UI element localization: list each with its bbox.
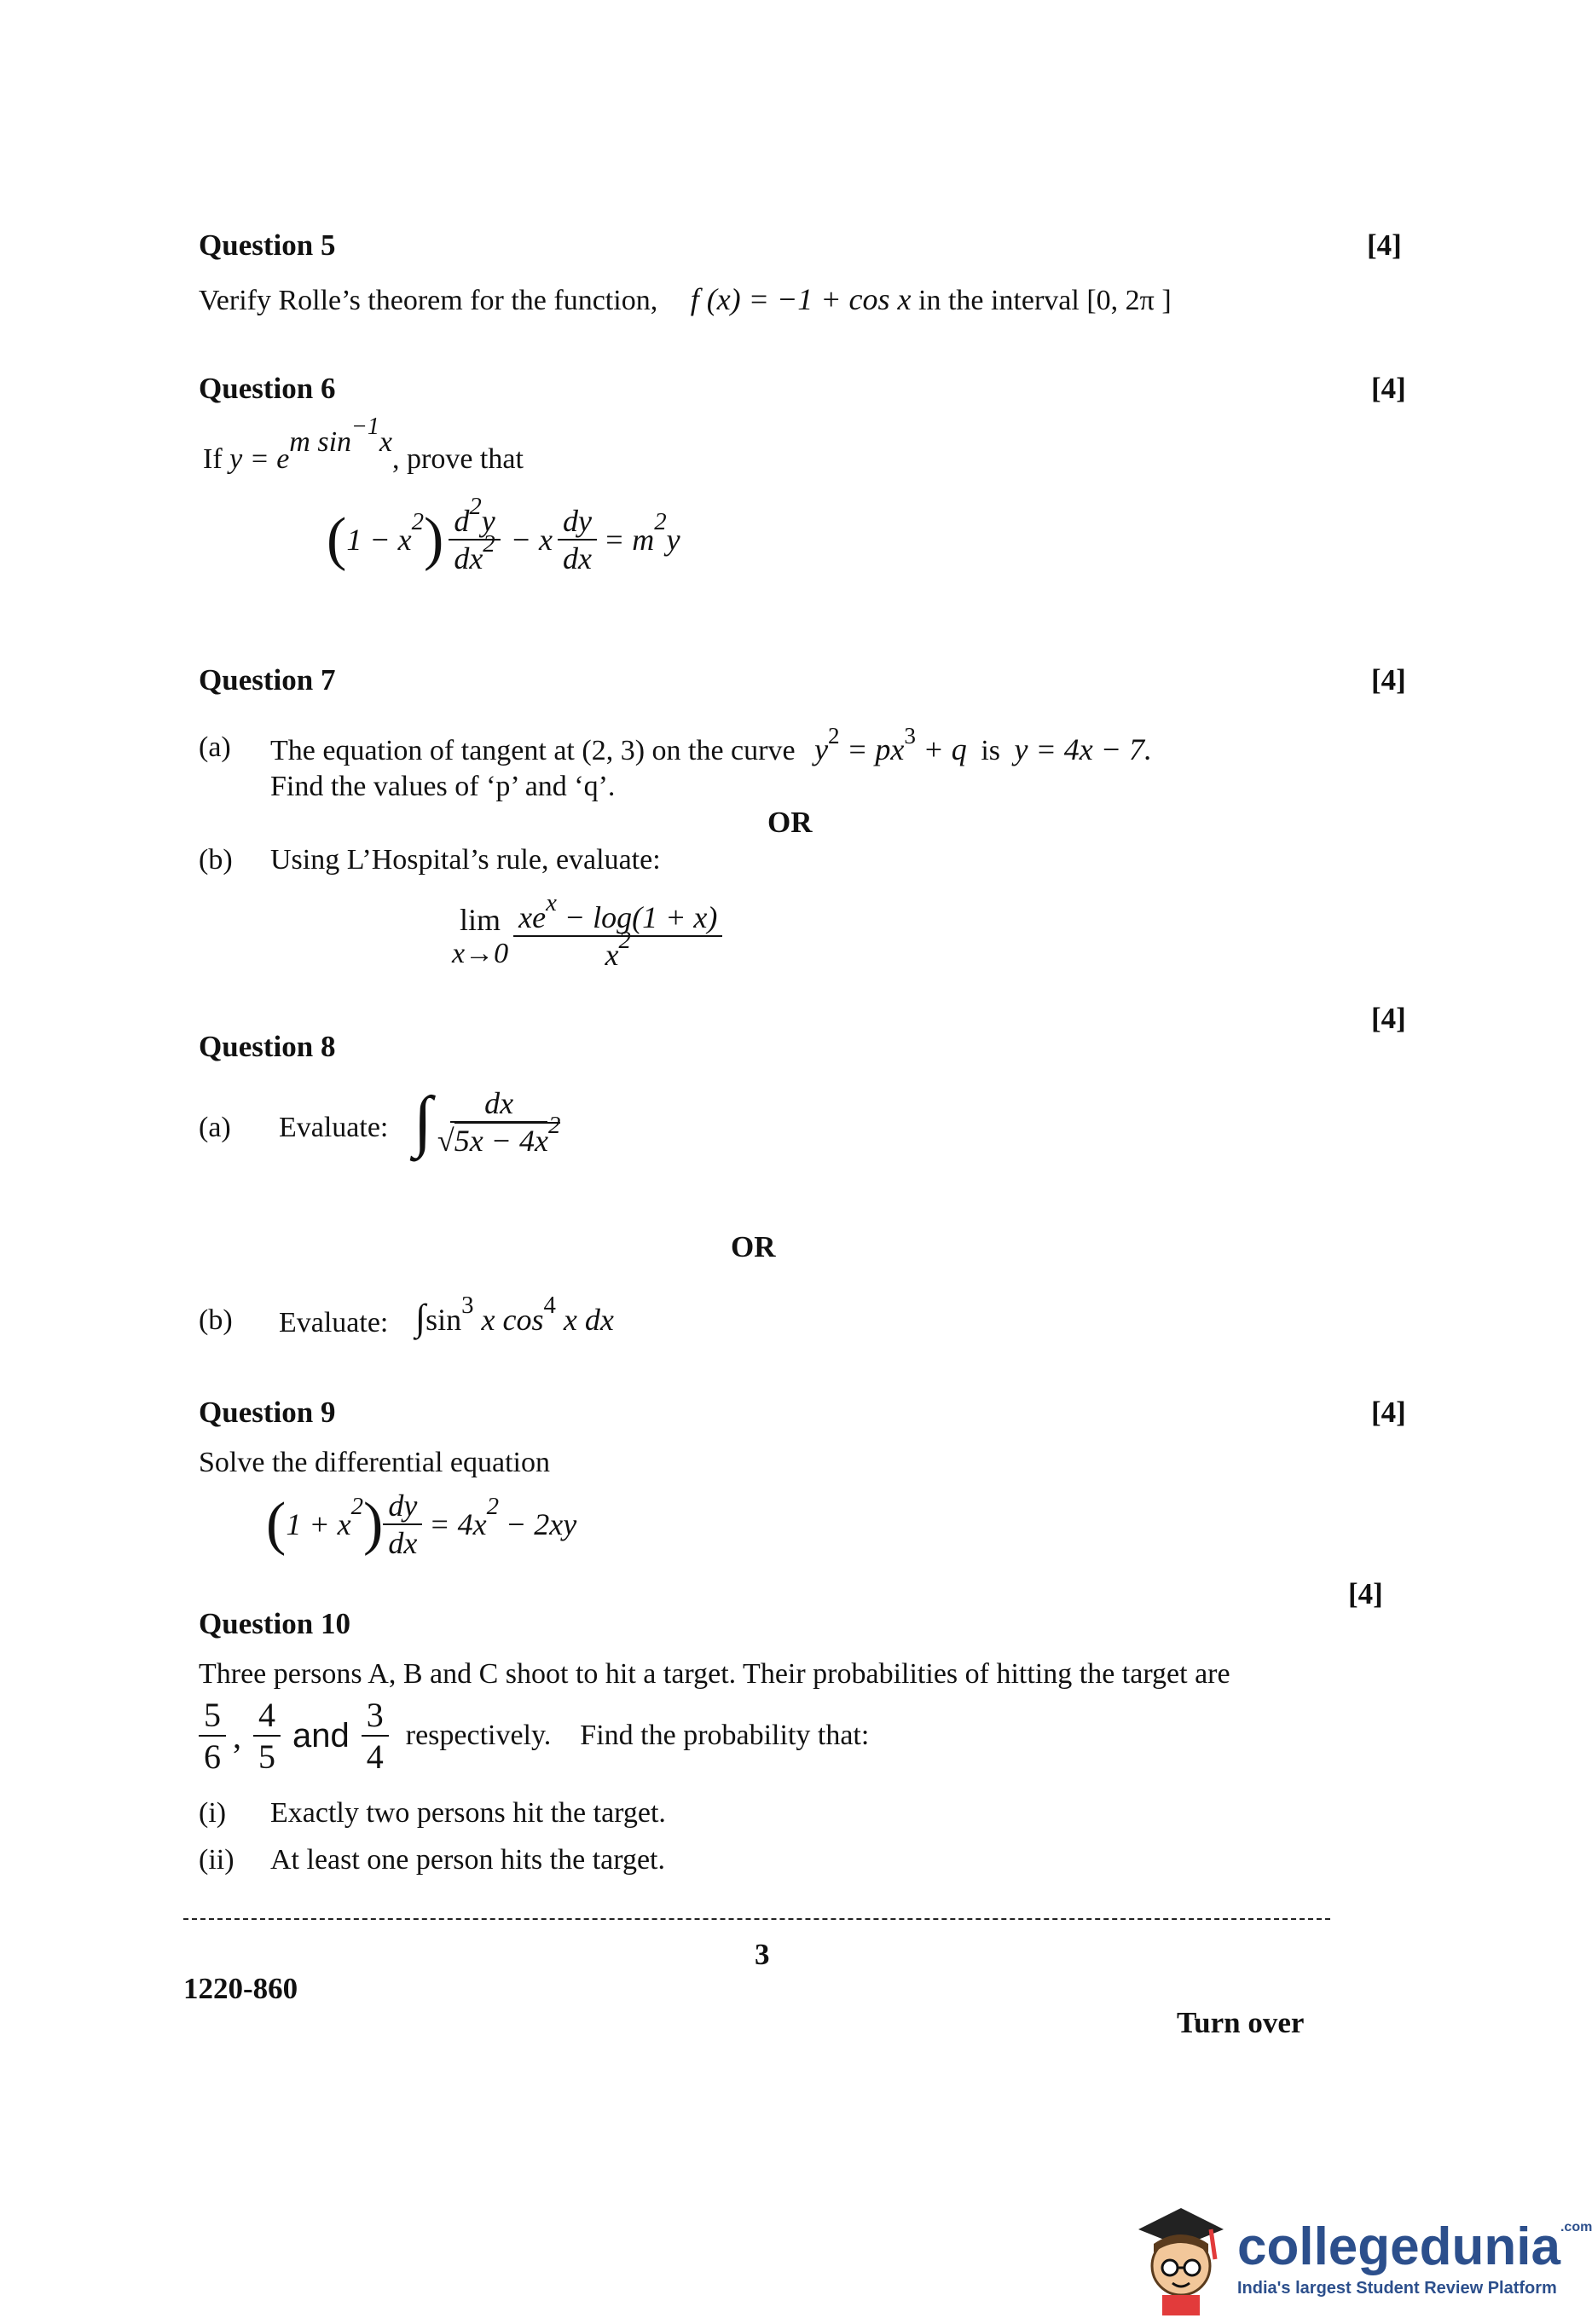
question-6-dy: dy <box>558 503 597 541</box>
question-8b-integral <box>415 1291 614 1339</box>
question-6-second-derivative <box>449 492 500 576</box>
question-9-lhs-sup: 2 <box>350 1493 363 1521</box>
question-10-probabilities: $\frac{5}{6}$ , $\frac{4}{5}$ and $\frac{3}{4}$ respectively. Find the probability that: <box>199 1695 869 1777</box>
question-10-respectively: respectively. Find the probability that: <box>405 1720 870 1751</box>
fraction-2-num: 4 <box>253 1695 281 1737</box>
question-8b-label: (b) <box>199 1304 233 1336</box>
question-6-rhs-sup: 2 <box>654 508 667 536</box>
question-9-rhs-end: − 2xy <box>505 1507 577 1541</box>
question-5-marks: [4] <box>1367 228 1402 262</box>
fraction-3-den: 4 <box>366 1737 384 1776</box>
fraction-2-den: 5 <box>258 1737 275 1776</box>
fraction-1-num: 5 <box>199 1695 226 1737</box>
turn-over: Turn over <box>1177 2006 1305 2039</box>
fraction-1 <box>199 1695 226 1777</box>
question-6-lhs-sup: 2 <box>411 508 424 536</box>
question-7a-line: y = 4x − 7. <box>1014 732 1153 766</box>
question-8a-den: 5x − 4x <box>454 1123 548 1158</box>
question-6-rhs-y: y <box>666 523 680 557</box>
integral-sign-icon: ∫ <box>414 1084 432 1159</box>
question-7a-text: The equation of tangent at (2, 3) on the curve <box>270 735 796 766</box>
question-9-equation: ( 1 + x 2 ) $\frac{dy}{dx}$ = 4x 2 − 2xy <box>266 1489 577 1560</box>
question-6-marks: [4] <box>1371 372 1406 405</box>
question-8b-expr1: sin <box>425 1303 462 1337</box>
question-9-title: Question 9 <box>199 1396 336 1429</box>
question-6-dx2: dx <box>454 541 483 575</box>
question-6-d2-sup: 2 <box>469 492 482 520</box>
question-8b-text: Evaluate: <box>279 1307 389 1338</box>
question-8b-expr3: x dx <box>563 1303 614 1337</box>
paper-code: 1220-860 <box>183 1972 298 2005</box>
fraction-3 <box>362 1695 389 1777</box>
question-7-marks: [4] <box>1371 663 1406 697</box>
question-6-y-eq: y = e <box>229 443 290 475</box>
question-6-rhs: = m <box>603 523 655 557</box>
page-number: 3 <box>755 1938 770 1971</box>
question-6-exponent: m sin <box>289 425 352 458</box>
question-7b-den-sup: 2 <box>618 926 631 954</box>
question-8b-sup1: 3 <box>461 1291 474 1319</box>
question-6-exponent-x: x <box>379 425 393 458</box>
question-5-interval: in the interval [0, 2π ] <box>918 285 1172 316</box>
question-9-text: Solve the differential equation <box>199 1447 550 1478</box>
question-6-first-derivative <box>558 503 597 576</box>
fraction-3-num: 3 <box>362 1695 389 1737</box>
question-7b-fraction <box>513 888 722 973</box>
question-9-marks: [4] <box>1371 1396 1406 1429</box>
question-7b-num-end: − log(1 + x) <box>564 900 718 934</box>
question-5-function: f (x) = −1 + cos x <box>690 282 912 316</box>
logo-tagline: India's largest Student Review Platform <box>1237 2278 1557 2298</box>
question-6-title: Question 6 <box>199 372 336 405</box>
question-10-i-text: Exactly two persons hit the target. <box>270 1797 666 1829</box>
question-7a-label: (a) <box>199 731 231 763</box>
question-9-dx: dx <box>388 1526 418 1560</box>
question-7-title: Question 7 <box>199 663 336 697</box>
question-10-ii-label: (ii) <box>199 1844 234 1876</box>
logo-name: collegedunia <box>1237 2217 1560 2276</box>
question-5-title: Question 5 <box>199 228 336 262</box>
question-10-text: Three persons A, B and C shoot to hit a target. Their probabilities of hitting the target are <box>199 1658 1230 1690</box>
question-6-if: If <box>203 443 223 475</box>
question-9-derivative <box>383 1488 422 1561</box>
student-mascot-icon <box>1130 2200 1232 2319</box>
question-8a-fraction <box>432 1085 565 1159</box>
question-7b-lim: lim <box>460 903 501 937</box>
logo-dotcom: .com <box>1560 2219 1592 2234</box>
question-6-exponent-sup: −1 <box>351 413 379 441</box>
question-6-dx: dx <box>562 541 592 575</box>
question-8a-den-sup: 2 <box>547 1112 561 1140</box>
fraction-1-den: 6 <box>204 1737 221 1776</box>
question-6-d2: d <box>454 504 470 538</box>
question-8-title: Question 8 <box>199 1030 336 1063</box>
question-6-dx2-sup: 2 <box>483 529 495 558</box>
question-10-ii-text: At least one person hits the target. <box>270 1844 665 1876</box>
question-8a-label: (a) <box>199 1112 231 1143</box>
question-8b-expr2: x cos <box>481 1303 544 1337</box>
question-9-rhs-sup: 2 <box>486 1493 499 1521</box>
question-7b-num: xe <box>518 900 547 934</box>
question-7a-curve-mid: = px <box>847 732 905 766</box>
question-9-dy: dy <box>383 1488 422 1525</box>
question-5-text: Verify Rolle’s theorem for the function, <box>199 285 658 316</box>
question-7b-limit <box>452 888 722 973</box>
question-8a-integral <box>414 1083 565 1160</box>
question-7b-lim-sub: x→0 <box>452 938 509 969</box>
question-6-statement <box>203 413 524 476</box>
question-7a-curve-y: y <box>814 732 829 766</box>
question-7-or: OR <box>767 806 813 839</box>
question-7b-text: Using L’Hospital’s rule, evaluate: <box>270 844 661 876</box>
question-8b-sup2: 4 <box>543 1291 556 1319</box>
question-10-marks: [4] <box>1348 1577 1383 1610</box>
question-6-minus-x: − x <box>510 523 553 557</box>
question-9-lhs: 1 + x <box>286 1507 351 1541</box>
question-10-i-label: (i) <box>199 1797 227 1829</box>
question-6-prove: , prove that <box>392 443 524 475</box>
question-7a-is: is <box>981 735 1000 766</box>
question-7a-curve-sup: 2 <box>828 722 840 749</box>
question-7b-num-sup: x <box>546 888 557 916</box>
question-7b-label: (b) <box>199 844 233 876</box>
collegedunia-logo <box>1130 2200 1592 2319</box>
question-7a-curve-sup2: 3 <box>904 722 917 749</box>
fraction-and: and <box>292 1716 350 1755</box>
fraction-2 <box>253 1695 281 1777</box>
sqrt-icon: √ <box>437 1123 454 1158</box>
footer-divider <box>183 1918 1330 1920</box>
question-8-marks: [4] <box>1371 1002 1406 1035</box>
question-5-body <box>199 281 1172 317</box>
question-6-d2-y: y <box>481 504 495 538</box>
question-8a-text: Evaluate: <box>279 1112 389 1143</box>
question-7b-den: x <box>605 938 619 972</box>
integral-sign-small-icon: ∫ <box>415 1297 426 1338</box>
question-6-equation: ( 1 − x 2 ) $\frac{d^2y}{dx^2}$ − x $\frac{dy}{dx}$ = m 2 y <box>327 492 680 575</box>
question-10-title: Question 10 <box>199 1607 350 1640</box>
question-7a-curve-end: + q <box>923 732 967 766</box>
question-6-lhs: 1 − x <box>346 523 412 557</box>
question-8-or: OR <box>731 1230 776 1263</box>
question-7a-line2: Find the values of ‘p’ and ‘q’. <box>270 771 616 802</box>
question-9-rhs: = 4x <box>429 1507 487 1541</box>
question-7a-line1 <box>270 722 1153 767</box>
question-8a-num: dx <box>450 1085 547 1123</box>
